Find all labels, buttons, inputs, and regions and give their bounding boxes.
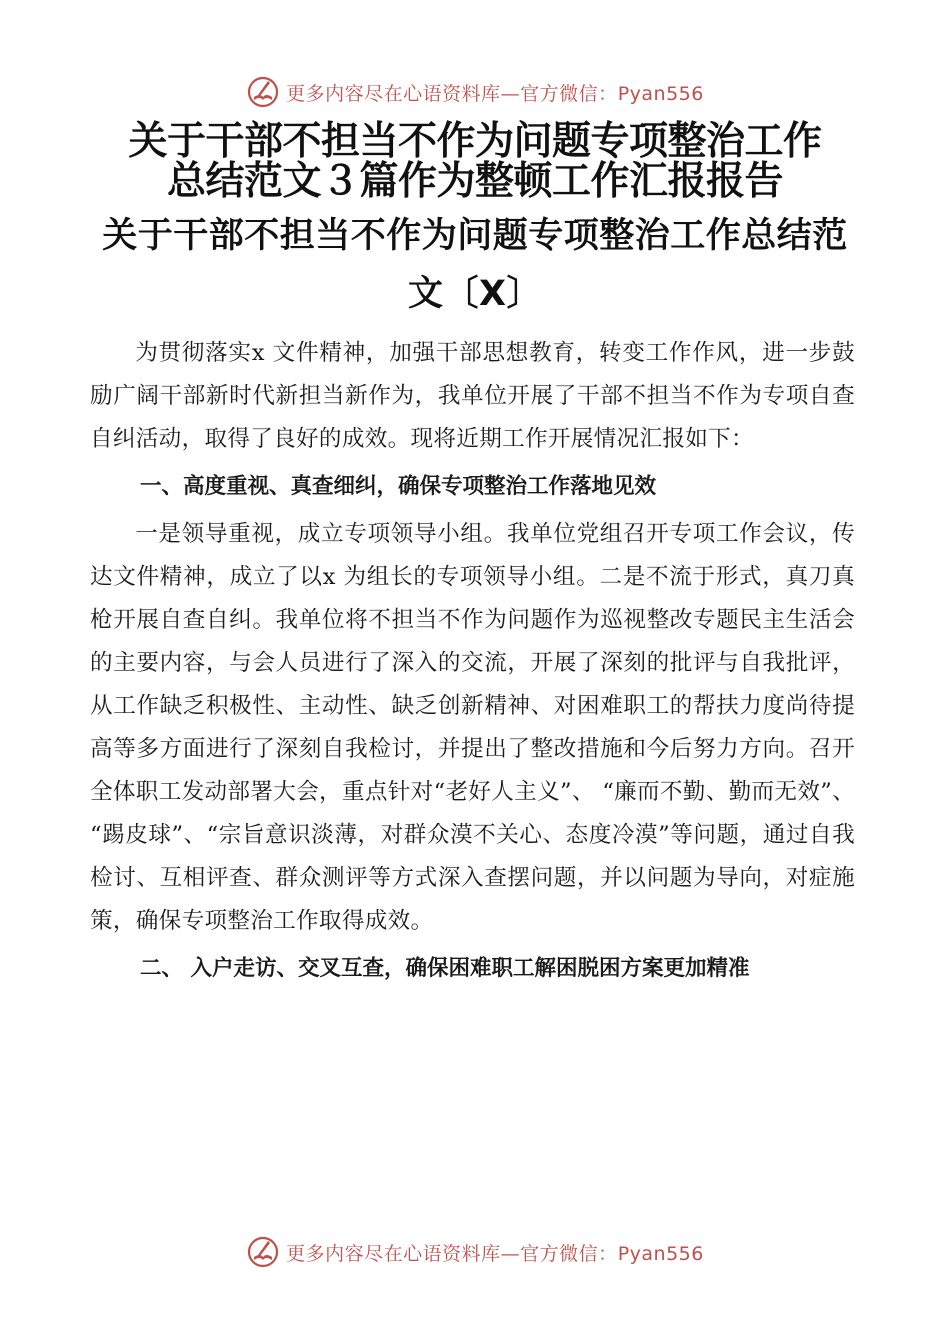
document-subtitle-line-2: 文〔X〕 [408, 274, 542, 314]
watermark-text [286, 1239, 704, 1266]
header-watermark [0, 72, 950, 112]
watermark-code: Pyan556 [617, 1242, 704, 1265]
footer-watermark [0, 1232, 950, 1272]
book-quill-logo-icon [246, 1235, 280, 1269]
document-title-line-2: 总结范文３篇作为整顿工作汇报报告 [166, 159, 783, 204]
watermark-text [286, 79, 704, 106]
document-title-line-1: 关于干部不担当不作为问题专项整治工作 [128, 119, 822, 164]
section-heading-2: 二、 入户走访、交叉互查，确保困难职工解困脱困方案更加精准 [140, 956, 750, 981]
watermark-suffix: 官方微信： [520, 82, 618, 105]
watermark-separator: — [500, 82, 521, 105]
intro-paragraph: 为贯彻落实x 文件精神，加强干部思想教育，转变工作作风，进一步鼓励广阔干部新时代新担当新作为，我单位开展了干部不担当不作为专项自查自纠活动，取得了良好的成效。现将近期工作开展情况汇报如下： [90, 340, 855, 452]
watermark-separator: — [500, 1242, 521, 1265]
watermark-main: 更多内容尽在心语资料库 [286, 1242, 501, 1265]
section-heading-1: 一、高度重视、真查细纠，确保专项整治工作落地见效 [140, 474, 657, 499]
watermark-main: 更多内容尽在心语资料库 [286, 82, 501, 105]
section-1-paragraph: 一是领导重视，成立专项领导小组。我单位党组召开专项工作会议，传达文件精神，成立了以x 为组长的专项领导小组。二是不流于形式，真刀真枪开展自查自纠。我单位将不担当不作为问题作为巡视整改专题民主生活会的主要内容，与会人员进行了深入的交流，开展了深刻的批评与自我批评，从工作缺乏积极性、主动性、缺乏创新精神、对困难职工的帮扶力度尚待提高等多方面进行了深刻自我检讨，并提出了整改措施和今后努力方向。召开全体职工发动部署大会，重点针对“老好人主义”、 “廉而不勤、勤而无效”、 “踢皮球”、“宗旨意识淡薄，对群众漠不关心、态度冷漠”等问题，通过自我检讨、互相评查、群众测评等方式深入查摆问题，并以问题为导向，对症施策，确保专项整治工作取得成效。 [90, 521, 855, 934]
document-body [90, 332, 855, 995]
watermark-code: Pyan556 [617, 82, 704, 105]
book-quill-logo-icon [246, 75, 280, 109]
watermark-suffix: 官方微信： [520, 1242, 618, 1265]
document-subtitle-line-1: 关于干部不担当不作为问题专项整治工作总结范 [102, 216, 848, 256]
